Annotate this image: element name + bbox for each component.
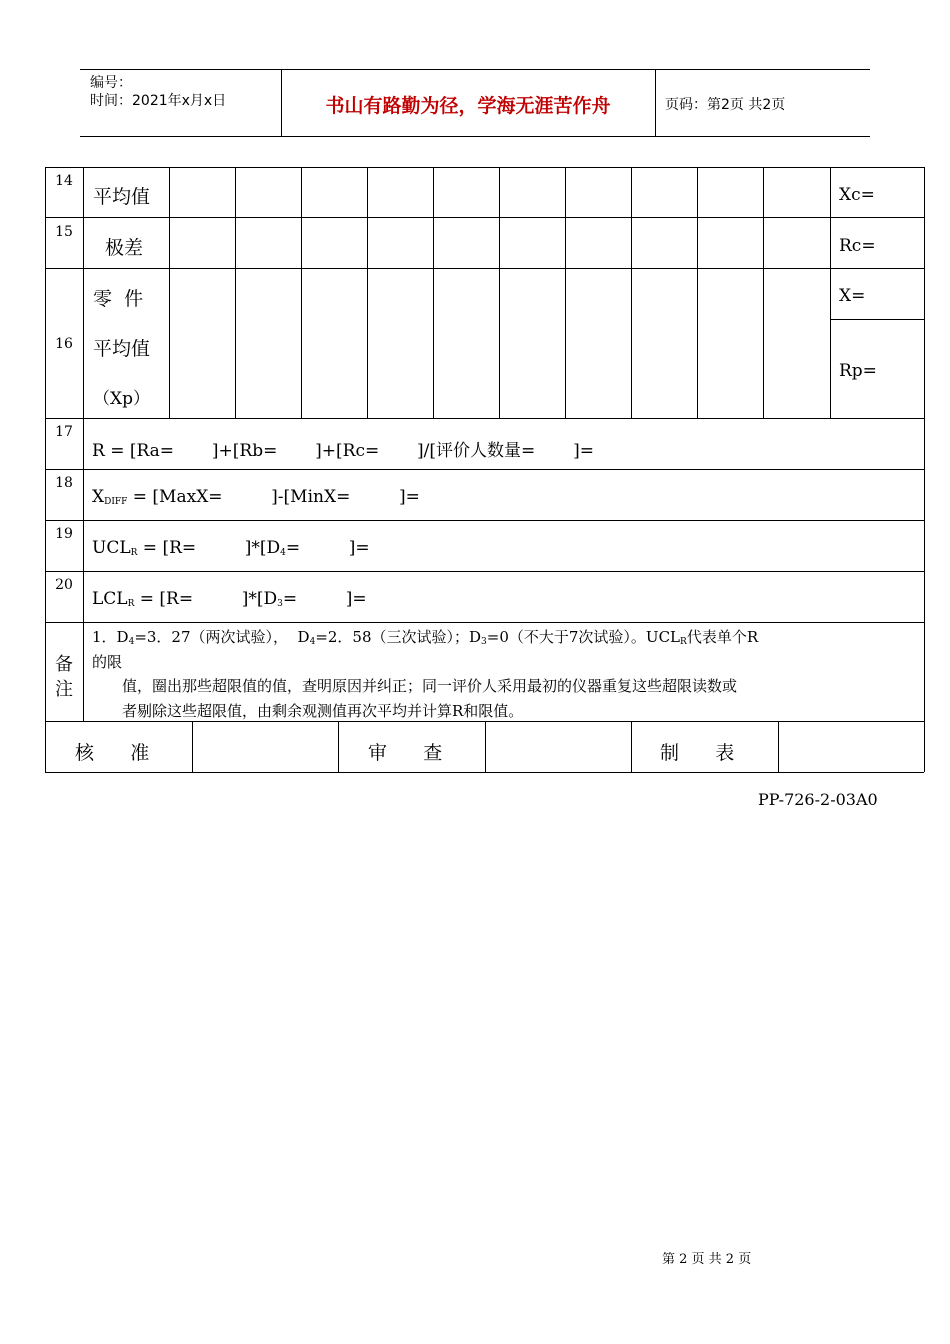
approve-label: 核 准 — [75, 742, 150, 764]
review-label: 审 查 — [368, 742, 443, 764]
result-xc: Xc= — [839, 185, 875, 205]
page-indicator: 页码：第2页 共2页 — [665, 97, 786, 113]
notes-label: 备 — [55, 654, 73, 675]
formula-r: R = [Ra= ]+[Rb= ]+[Rc= ]/[评价人数量= ]= — [92, 441, 594, 461]
notes-line: 1．$D_4=3$．27（两次试验）， $D_4=2$．58（三次试验）；$D_3=0$（不大于7次试验）。$UCL_R$代表单个R — [92, 628, 759, 647]
doc-number-label: 编号： — [90, 75, 132, 91]
row-label-part-average: 平均值 — [93, 338, 151, 360]
notes-line: 者剔除这些超限值，由剩余观测值再次平均并计算R和限值。 — [122, 702, 524, 720]
header-motto: 书山有路勤为径，学海无涯苦作舟 — [325, 95, 611, 117]
formula-xdiff: $X_{DIFF}$ = [MaxX= ]-[MinX= ]= — [92, 487, 420, 507]
notes-line: 的限 — [92, 653, 123, 671]
result-rp: Rp= — [839, 361, 877, 381]
header-divider — [655, 69, 656, 136]
notes-label: 注 — [55, 679, 73, 700]
notes-line: 值，圈出那些超限值的值，查明原因并纠正；同一评价人采用最初的仪器重复这些超限读数或 — [122, 677, 738, 695]
header-top-rule — [80, 69, 870, 70]
row-number: 14 — [55, 173, 73, 189]
row-number: 16 — [55, 336, 73, 352]
row-label-range: 极差 — [105, 237, 144, 259]
formula-ucl: $UCL_R = [R=$ ]$*[D_4=$ ]= — [92, 538, 370, 558]
header-bottom-rule — [80, 136, 870, 137]
prepare-label: 制 表 — [660, 742, 735, 764]
row-number: 20 — [55, 577, 73, 593]
row-number: 18 — [55, 475, 73, 491]
row-number: 17 — [55, 424, 73, 440]
document-code: PP-726-2-03A0 — [758, 790, 878, 809]
row-number: 19 — [55, 526, 73, 542]
header-divider — [281, 69, 282, 136]
page-footer: 第 2 页 共 2 页 — [662, 1252, 752, 1267]
formula-lcl: $LCL_R = [R=$ ]$*[D_3=$ ]= — [92, 589, 367, 609]
row-label-average: 平均值 — [93, 186, 151, 208]
doc-date-label: 时间：2021年x月x日 — [90, 93, 227, 109]
row-number: 15 — [55, 224, 73, 240]
result-x: X= — [839, 286, 866, 306]
row-label-part: 零 件 — [93, 288, 144, 310]
result-rc: Rc= — [839, 236, 876, 256]
row-label-xp: （Xp） — [93, 389, 150, 409]
